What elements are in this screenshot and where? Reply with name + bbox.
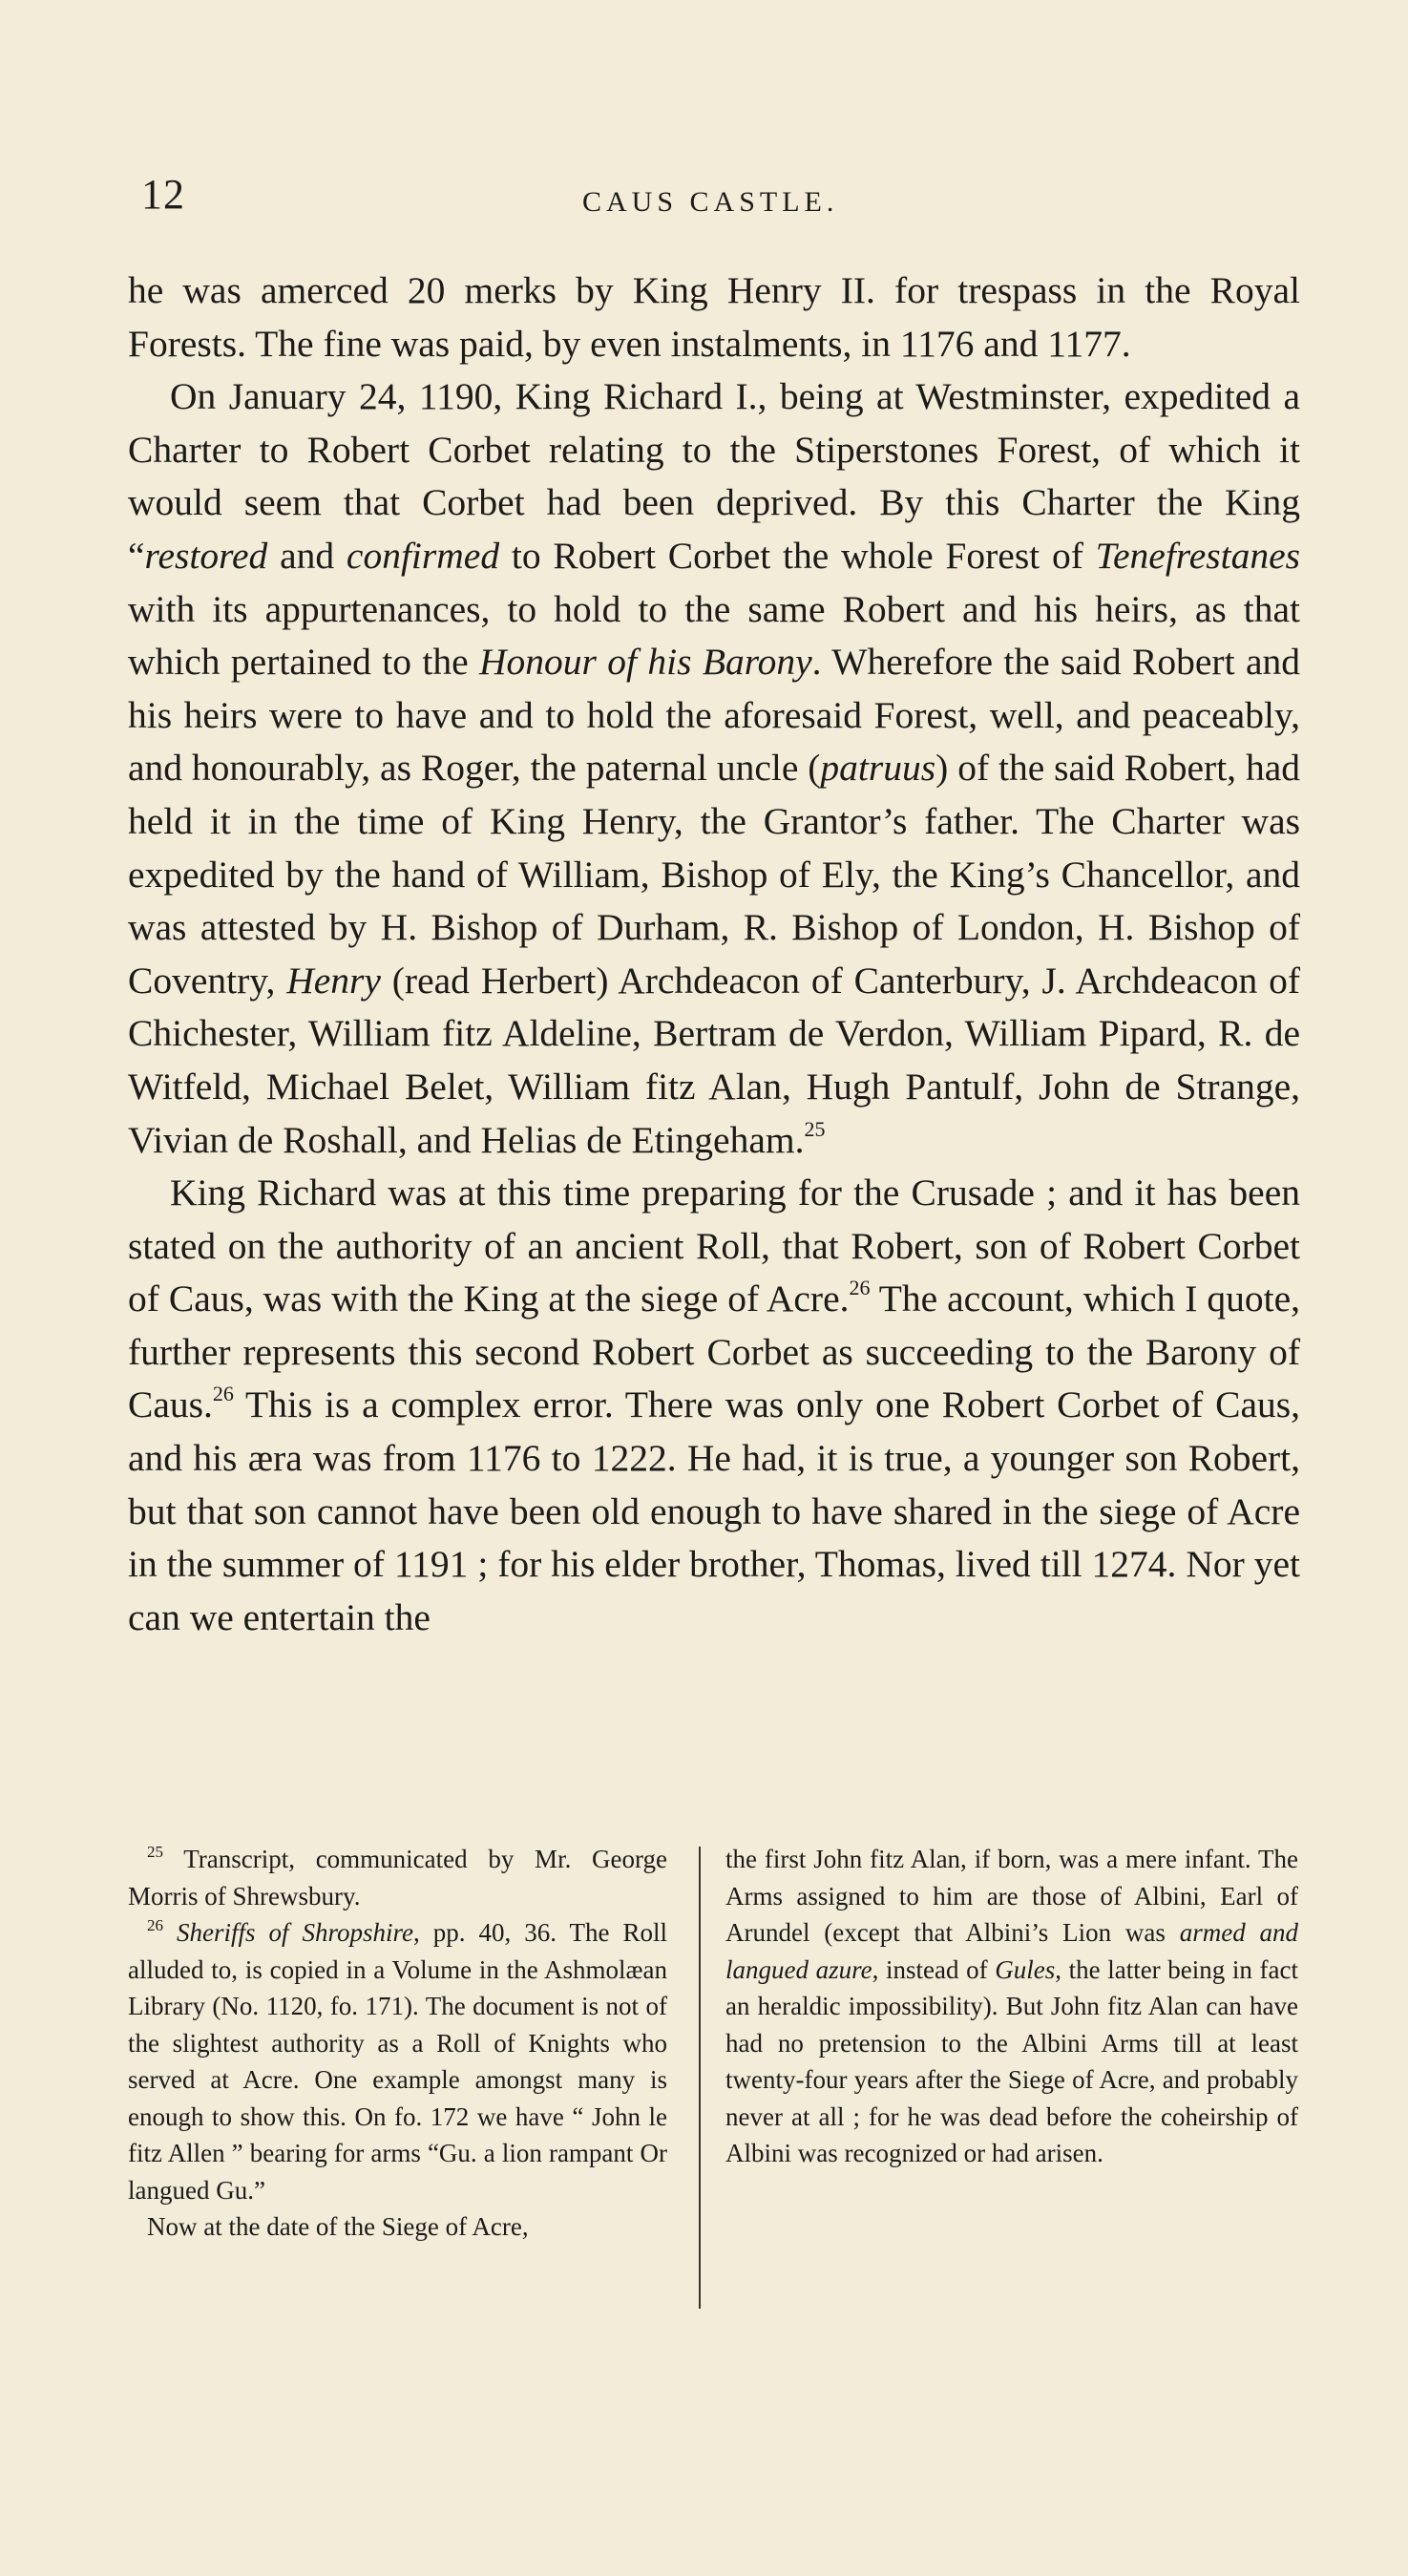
paragraph-2 xyxy=(128,370,1300,1167)
italic-tenefrestanes: Tenefrestanes xyxy=(1095,534,1300,577)
italic-confirmed: confirmed xyxy=(346,534,500,577)
footnote-25 xyxy=(128,1841,667,1914)
footnote-ref-26[interactable]: 26 xyxy=(212,1382,234,1406)
running-title: CAUS CASTLE. xyxy=(582,186,839,218)
text-run: . Wherefore the said Robert and his heirs were to have and to hold the aforesaid Forest, well, and peaceably, and honourably, as Roger, the paternal uncle ( xyxy=(128,641,1300,790)
footnote-ref-25[interactable]: 25 xyxy=(804,1116,826,1141)
main-text xyxy=(128,264,1300,1644)
footnotes-left-column xyxy=(128,1841,667,2246)
text-run: to Robert Corbet the whole Forest of xyxy=(499,534,1096,577)
footnote-26-continued: Now at the date of the Siege of Acre, xyxy=(147,2212,529,2241)
footnote-26-continuation xyxy=(725,1841,1298,2172)
text-run: with its appurtenances, to hold to the same Robert and his heirs, as that which pertained to the xyxy=(128,587,1300,684)
italic-honour: Honour of his Barony xyxy=(478,641,812,684)
text-run: This is a complex error. There was only one Robert Corbet of Caus, and his æra was from 1176 to 1222. He had, it is true, a younger son Robert, but that son cannot have been old enough to have shared in the siege of Acre in the summer of 1191 ; for his elder brother, Thomas, lived till 1274. Nor yet can we entertain the xyxy=(128,1383,1300,1638)
page-number: 12 xyxy=(141,171,185,218)
footnote-26 xyxy=(128,1914,667,2208)
footnote-text: , pp. 40, 36. The Roll alluded to, is copied in a Volume in the Ashmolæan Library (No. 1120, fo. 171). The document is not of the slightest authority as a Roll of Knights who served at Acre. One example amongst many is enough to show this. On fo. 172 we have “ John le fitz Allen ” bearing for arms “Gu. a lion rampant Or langued Gu.” xyxy=(128,1918,667,2205)
paragraph-1: he was amerced 20 merks by King Henry II. for trespass in the Royal Forests. The fine was paid, by even instalments, in 1176 and 1177. xyxy=(128,269,1300,365)
italic-restored: restored xyxy=(144,534,268,577)
text-run: the first John fitz Alan, if born, was a mere infant. The Arms assigned to him are those of Albini, Earl of Arundel (except that Albini’s Lion was xyxy=(725,1845,1298,1947)
text-run: , the latter being in fact an heraldic impossibility). But John fitz Alan can have had no pretension to the Albini Arms till at least twenty-four years after the Siege of Acre, and probably never at all ; for he was dead before the coheirship of Albini was recognized or had arisen. xyxy=(725,1954,1298,2167)
column-divider xyxy=(699,1847,701,2309)
italic-patruus: patruus xyxy=(820,747,936,790)
text-run: On January 24, 1190, King Richard I., being at Westminster, expedited a Charter to Robert Corbet relating to the Stiperstones Forest, of which it would seem that Corbet had been deprived. By this Charter the King “ xyxy=(128,375,1300,577)
paragraph-3 xyxy=(128,1167,1300,1644)
text-run: (read Herbert) Archdeacon of Canterbury, J. Archdeacon of Chichester, William fitz Aldeline, Bertram de Verdon, William Pipard, R. de Witfeld, Michael Belet, William fitz Alan, Hugh Pantulf, John de Strange, Vivian de Roshall, and Helias de Etingeham. xyxy=(128,959,1300,1161)
footnotes xyxy=(128,1841,1300,2328)
text-run: The account, which I quote, further represents this second Robert Corbet as succeeding to the Barony of Caus. xyxy=(128,1277,1300,1426)
italic-gules: Gules xyxy=(995,1954,1056,1984)
footnote-ref-26[interactable]: 26 xyxy=(849,1276,871,1300)
footnotes-right-column xyxy=(725,1841,1298,2172)
footnote-source-title: Sheriffs of Shropshire xyxy=(177,1918,413,1947)
text-run: and xyxy=(267,534,347,577)
footnote-text: Transcript, communicated by Mr. George Morris of Shrewsbury. xyxy=(128,1845,667,1911)
text-run: ) of the said Robert, had held it in the time of King Henry, the Grantor’s father. The Charter was expedited by the hand of William, Bishop of Ely, the King’s Chancellor, and was attested by H. Bishop of Durham, R. Bishop of London, H. Bishop of Coventry, xyxy=(128,747,1300,1002)
footnote-number: 26 xyxy=(147,1916,163,1934)
italic-armed: armed and langued azure xyxy=(725,1918,1298,1984)
text-run: , instead of xyxy=(872,1954,996,1984)
italic-henry: Henry xyxy=(286,959,381,1002)
footnote-number: 25 xyxy=(147,1843,163,1861)
text-run: King Richard was at this time preparing for the Crusade ; and it has been stated on the authority of an ancient Roll, that Robert, son of Robert Corbet of Caus, was with the King at the siege of Acre. xyxy=(128,1172,1300,1320)
